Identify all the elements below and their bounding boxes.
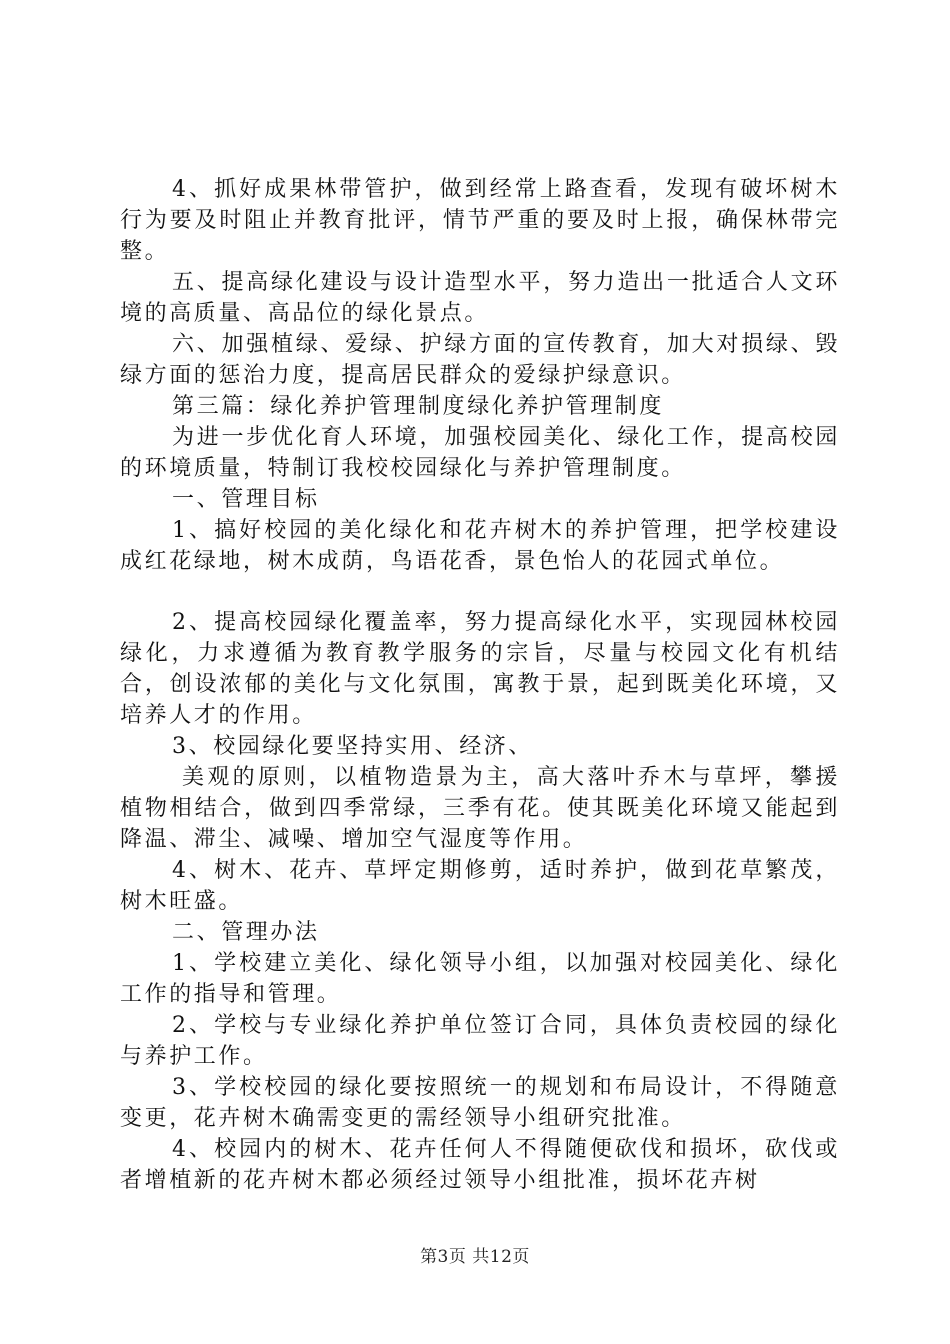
method-item-2: 2、学校与专业绿化养护单位签订合同，具体负责校园的绿化与养护工作。	[120, 1013, 840, 1069]
paragraph-gap	[120, 577, 840, 607]
method-item-1: 1、学校建立美化、绿化领导小组，以加强对校园美化、绿化工作的指导和管理。	[120, 951, 840, 1007]
paragraph-1: 4、抓好成果林带管护，做到经常上路查看，发现有破坏树木行为要及时阻止并教育批评，情节严重的要及时上报，确保林带完整。	[120, 177, 840, 264]
page-number-footer: 第3页 共12页	[420, 1247, 530, 1267]
goal-item-2: 2、提高校园绿化覆盖率，努力提高绿化水平，实现园林校园绿化，力求遵循为教育教学服务的宗旨，尽量与校园文化有机结合，创设浓郁的美化与文化氛围，寓教于景，起到既美化环境，又培养人才的作用。	[120, 610, 840, 728]
goal-item-3: 3、校园绿化要坚持实用、经济、	[172, 734, 533, 759]
goal-item-1: 1、搞好校园的美化绿化和花卉树木的养护管理，把学校建设成红花绿地，树木成荫，鸟语花香，景色怡人的花园式单位。	[120, 518, 840, 574]
paragraph-3: 六、加强植绿、爱绿、护绿方面的宣传教育，加大对损绿、毁绿方面的惩治力度，提高居民群众的爱绿护绿意识。	[120, 332, 840, 388]
paragraph-2: 五、提高绿化建设与设计造型水平，努力造出一批适合人文环境的高质量、高品位的绿化景点。	[120, 270, 840, 326]
paragraph-intro: 为进一步优化育人环境，加强校园美化、绿化工作，提高校园的环境质量，特制订我校校园绿化与养护管理制度。	[120, 425, 840, 481]
method-item-4: 4、校园内的树木、花卉任何人不得随便砍伐和损坏，砍伐或者增植新的花卉树木都必须经过领导小组批准，损坏花卉树	[120, 1137, 840, 1193]
method-item-3: 3、学校校园的绿化要按照统一的规划和布局设计，不得随意变更，花卉树木确需变更的需经领导小组研究批准。	[120, 1075, 840, 1131]
heading-management-goals: 一、管理目标	[172, 487, 320, 512]
goal-item-4: 4、树木、花卉、草坪定期修剪，适时养护，做到花草繁茂，树木旺盛。	[120, 858, 840, 914]
goal-item-3-continued: 美观的原则，以植物造景为主，高大落叶乔木与草坪，攀援植物相结合，做到四季常绿，三季有花。使其既美化环境又能起到降温、滞尘、减噪、增加空气湿度等作用。	[120, 765, 840, 852]
section-heading-part3: 第三篇：绿化养护管理制度绿化养护管理制度	[172, 394, 665, 419]
heading-management-methods: 二、管理办法	[172, 920, 320, 945]
document-body	[120, 174, 840, 1196]
